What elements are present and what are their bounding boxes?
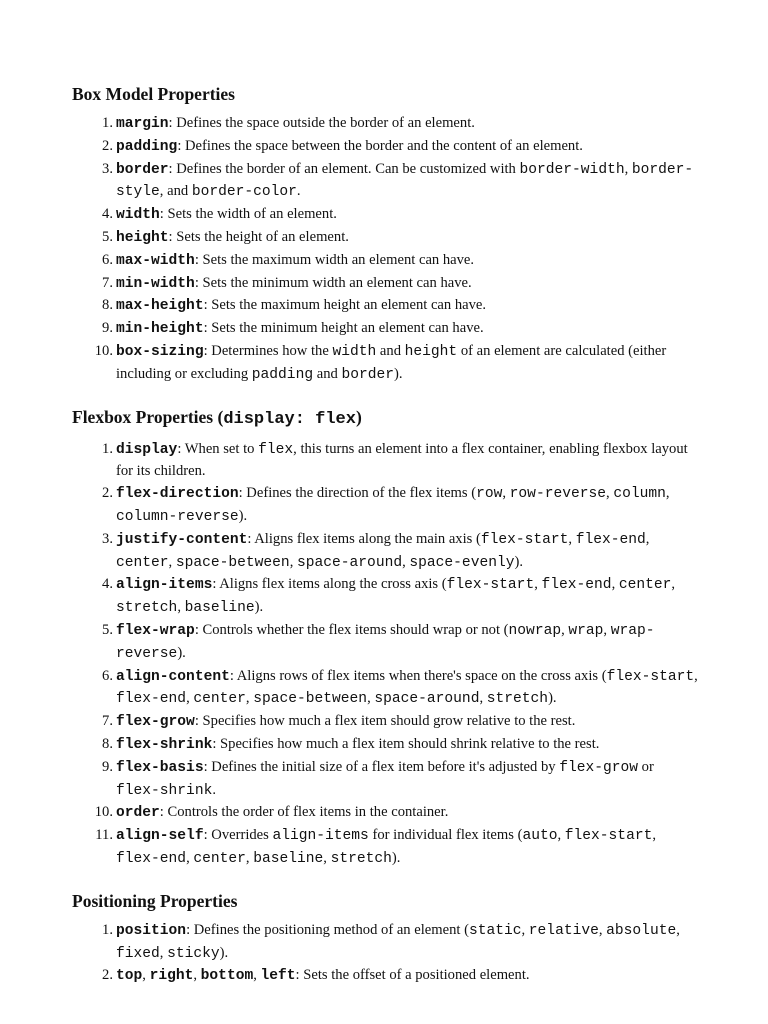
list-item: [72, 227, 698, 250]
text: ,: [177, 599, 185, 616]
text: ,: [521, 921, 529, 938]
code-value: row-reverse: [509, 486, 607, 503]
code-value: sticky: [167, 945, 220, 962]
list-item: [72, 439, 698, 484]
code-value: space-evenly: [409, 554, 515, 571]
code-value: space-around: [297, 554, 403, 571]
text: : Sets the width of an element.: [159, 206, 337, 223]
text: ,: [624, 160, 632, 177]
text: : Sets the minimum width an element can have.: [194, 274, 472, 291]
list-item: [72, 204, 698, 227]
text: ,: [568, 530, 576, 547]
code-value: flex-grow: [559, 759, 639, 776]
list-number: 3.: [102, 530, 113, 547]
code-value: center: [193, 691, 246, 708]
code-value: padding: [251, 366, 314, 383]
text: : Sets the offset of a positioned element.: [295, 967, 530, 984]
text: ,: [557, 827, 565, 844]
property-name: flex-wrap: [116, 622, 195, 639]
property-list: [72, 439, 698, 871]
code-value: flex-shrink: [116, 782, 213, 799]
text: ,: [402, 553, 410, 570]
property-name: left: [260, 968, 296, 985]
code-value: absolute: [606, 922, 677, 939]
property-name: margin: [116, 116, 169, 132]
text: ,: [289, 553, 297, 570]
text: ,: [245, 849, 254, 866]
text: ,: [676, 921, 680, 938]
property-name: flex-direction: [116, 486, 239, 503]
text: : Determines how the: [203, 342, 333, 359]
list-number: 3.: [102, 160, 113, 177]
list-item: [72, 295, 698, 318]
list-item: [72, 825, 698, 871]
text: or: [638, 758, 654, 775]
code-value: display: flex: [223, 409, 356, 429]
document-body: [72, 82, 698, 1006]
text: : Defines the positioning method of an element (: [186, 921, 469, 938]
list-item: [72, 734, 698, 757]
list-number: 6.: [102, 251, 113, 268]
list-number: 2.: [102, 485, 113, 502]
code-value: auto: [522, 828, 558, 845]
code-value: baseline: [184, 600, 255, 617]
list-item: [72, 529, 698, 575]
code-value: stretch: [116, 600, 178, 617]
property-name: align-items: [116, 577, 213, 594]
text: : Defines the direction of the flex items (: [238, 485, 477, 502]
section-heading: [72, 82, 698, 106]
list-number: 7.: [102, 713, 113, 730]
list-item: [72, 574, 698, 620]
text: ,: [142, 967, 150, 984]
code-value: flex-start: [446, 577, 535, 594]
text: : Sets the height of an element.: [168, 228, 349, 245]
property-name: position: [116, 922, 187, 939]
code-value: space-between: [175, 554, 290, 571]
text: : Specifies how much a flex item should grow relative to the rest.: [194, 713, 576, 730]
list-number: 2.: [102, 137, 113, 154]
property-name: border: [116, 161, 169, 178]
text: : Overrides: [203, 827, 273, 844]
text: ,: [186, 690, 194, 707]
list-number: 4.: [102, 206, 113, 223]
code-value: height: [404, 343, 458, 360]
code-value: stretch: [330, 850, 392, 867]
text: ,: [159, 944, 168, 961]
list-number: 7.: [102, 274, 113, 291]
text: ).: [514, 553, 523, 570]
text: ,: [603, 621, 611, 638]
list-number: 5.: [102, 621, 113, 638]
code-value: border-style: [116, 161, 694, 201]
text: ,: [502, 485, 510, 502]
text: , and: [159, 183, 192, 200]
text: for individual flex items (: [368, 827, 523, 844]
text: : Aligns rows of flex items when there's space on the cross axis (: [229, 667, 607, 684]
text: : Defines the initial size of a flex item before it's adjusted by: [203, 758, 560, 775]
text: : Specifies how much a flex item should shrink relative to the rest.: [212, 735, 600, 752]
text: ,: [253, 967, 261, 984]
list-number: 1.: [102, 440, 113, 457]
section-heading: [72, 405, 698, 432]
list-item: [72, 920, 698, 966]
code-value: border-color: [191, 184, 297, 201]
text: ,: [245, 690, 254, 707]
property-name: order: [116, 805, 160, 822]
code-value: wrap: [568, 622, 604, 639]
code-value: center: [116, 554, 169, 571]
code-value: width: [332, 343, 377, 360]
text: ).: [177, 644, 186, 661]
list-number: 5.: [102, 228, 113, 245]
list-item: [72, 483, 698, 529]
property-list: [72, 920, 698, 988]
property-name: box-sizing: [116, 343, 204, 360]
text: ,: [598, 921, 607, 938]
property-name: align-content: [116, 668, 230, 685]
text: ).: [219, 944, 229, 961]
code-value: flex-start: [480, 531, 569, 548]
code-value: stretch: [486, 691, 549, 708]
text: ,: [694, 667, 698, 684]
list-item: [72, 159, 698, 205]
text: Positioning Properties: [72, 890, 238, 911]
code-value: flex-start: [606, 668, 695, 685]
list-item: [72, 802, 698, 825]
code-value: flex-end: [575, 531, 646, 548]
text: : Sets the maximum width an element can have.: [194, 251, 475, 268]
text: .: [212, 781, 216, 798]
text: : Controls the order of flex items in the container.: [159, 804, 449, 821]
property-name: align-self: [116, 828, 204, 845]
property-name: flex-grow: [116, 714, 195, 731]
list-number: 8.: [102, 297, 113, 314]
list-item: [72, 965, 698, 988]
code-value: nowrap: [508, 622, 562, 639]
list-item: [72, 136, 698, 159]
code-value: column: [613, 486, 666, 503]
text: and: [376, 342, 405, 359]
code-value: wrap-reverse: [116, 622, 655, 662]
list-number: 11.: [95, 827, 113, 844]
text: ,: [611, 576, 619, 593]
text: : Controls whether the flex items should wrap or not (: [194, 621, 509, 638]
list-number: 2.: [102, 967, 113, 984]
list-number: 9.: [102, 320, 113, 337]
text: ).: [238, 507, 248, 524]
list-item: [72, 711, 698, 734]
text: ,: [323, 849, 331, 866]
code-value: flex-end: [116, 691, 187, 708]
code-value: center: [193, 850, 246, 867]
property-name: max-height: [116, 298, 204, 315]
code-value: baseline: [253, 850, 324, 867]
list-item: [72, 341, 698, 387]
text: ,: [652, 827, 656, 844]
list-number: 8.: [102, 735, 113, 752]
text: : Aligns flex items along the cross axis (: [212, 576, 447, 593]
list-number: 1.: [102, 115, 113, 131]
text: : Defines the border of an element. Can be customized with: [168, 160, 520, 177]
list-item: [72, 273, 698, 296]
list-number: 1.: [102, 921, 113, 938]
text: ,: [645, 530, 650, 547]
property-name: min-height: [116, 321, 204, 338]
text: ).: [394, 365, 403, 382]
list-number: 6.: [102, 667, 113, 684]
text: ,: [561, 621, 569, 638]
code-value: align-items: [272, 828, 369, 845]
property-name: top: [116, 968, 143, 985]
code-value: flex: [258, 441, 294, 458]
text: ).: [391, 849, 401, 866]
list-item: [72, 666, 698, 712]
property-name: justify-content: [116, 531, 248, 548]
code-value: space-between: [253, 691, 368, 708]
property-name: right: [149, 968, 194, 985]
property-name: flex-basis: [116, 759, 204, 776]
property-name: max-width: [116, 252, 195, 269]
text: : Defines the space outside the border of an element.: [168, 115, 475, 131]
text: .: [296, 183, 301, 200]
code-value: flex-end: [116, 850, 187, 867]
text: Flexbox Properties (: [72, 406, 224, 427]
code-value: row: [476, 486, 503, 503]
list-item: [72, 250, 698, 273]
text: Box Model Properties: [72, 84, 235, 104]
code-value: border-width: [519, 161, 625, 178]
property-name: min-width: [116, 275, 195, 292]
code-value: center: [618, 577, 672, 594]
list-item: [72, 318, 698, 341]
code-value: space-around: [374, 691, 480, 708]
property-name: display: [116, 441, 178, 458]
list-item: [72, 620, 698, 666]
property-name: height: [116, 229, 169, 246]
text: : Defines the space between the border and the content of an element.: [177, 137, 583, 154]
code-value: relative: [528, 922, 599, 939]
text: ).: [254, 599, 264, 616]
property-name: flex-shrink: [116, 736, 213, 753]
text: : Sets the minimum height an element can have.: [203, 320, 484, 337]
code-value: static: [468, 922, 522, 939]
text: : Aligns flex items along the main axis (: [247, 530, 481, 547]
text: and: [313, 365, 342, 382]
text: ,: [479, 690, 487, 707]
text: ,: [367, 690, 375, 707]
text: ,: [168, 553, 176, 570]
text: ,: [671, 576, 676, 593]
code-value: fixed: [116, 945, 160, 962]
list-item: [72, 757, 698, 803]
text: ).: [548, 690, 557, 707]
text: : Sets the maximum height an element can have.: [203, 297, 487, 314]
text: ,: [606, 485, 614, 502]
text: ,: [665, 485, 670, 502]
code-value: border: [341, 366, 395, 383]
list-number: 10.: [94, 804, 113, 821]
text: ): [355, 406, 362, 427]
property-name: bottom: [200, 968, 254, 985]
list-number: 10.: [94, 342, 113, 359]
text: of an element are calculated (either including or excluding: [116, 342, 667, 382]
code-value: column-reverse: [116, 508, 239, 525]
code-value: flex-start: [564, 828, 653, 845]
property-name: width: [116, 207, 160, 224]
text: ,: [534, 576, 542, 593]
property-list: [72, 113, 698, 387]
text: ,: [186, 849, 194, 866]
list-number: 4.: [102, 576, 113, 593]
list-item: [72, 113, 698, 136]
section-heading: [72, 889, 698, 913]
text: ,: [193, 967, 201, 984]
code-value: flex-end: [541, 577, 612, 594]
list-number: 9.: [102, 758, 113, 775]
property-name: padding: [116, 138, 178, 155]
text: : When set to: [177, 440, 259, 457]
text: , this turns an element into a flex container, enabling flexbox layout for its children.: [116, 440, 688, 480]
